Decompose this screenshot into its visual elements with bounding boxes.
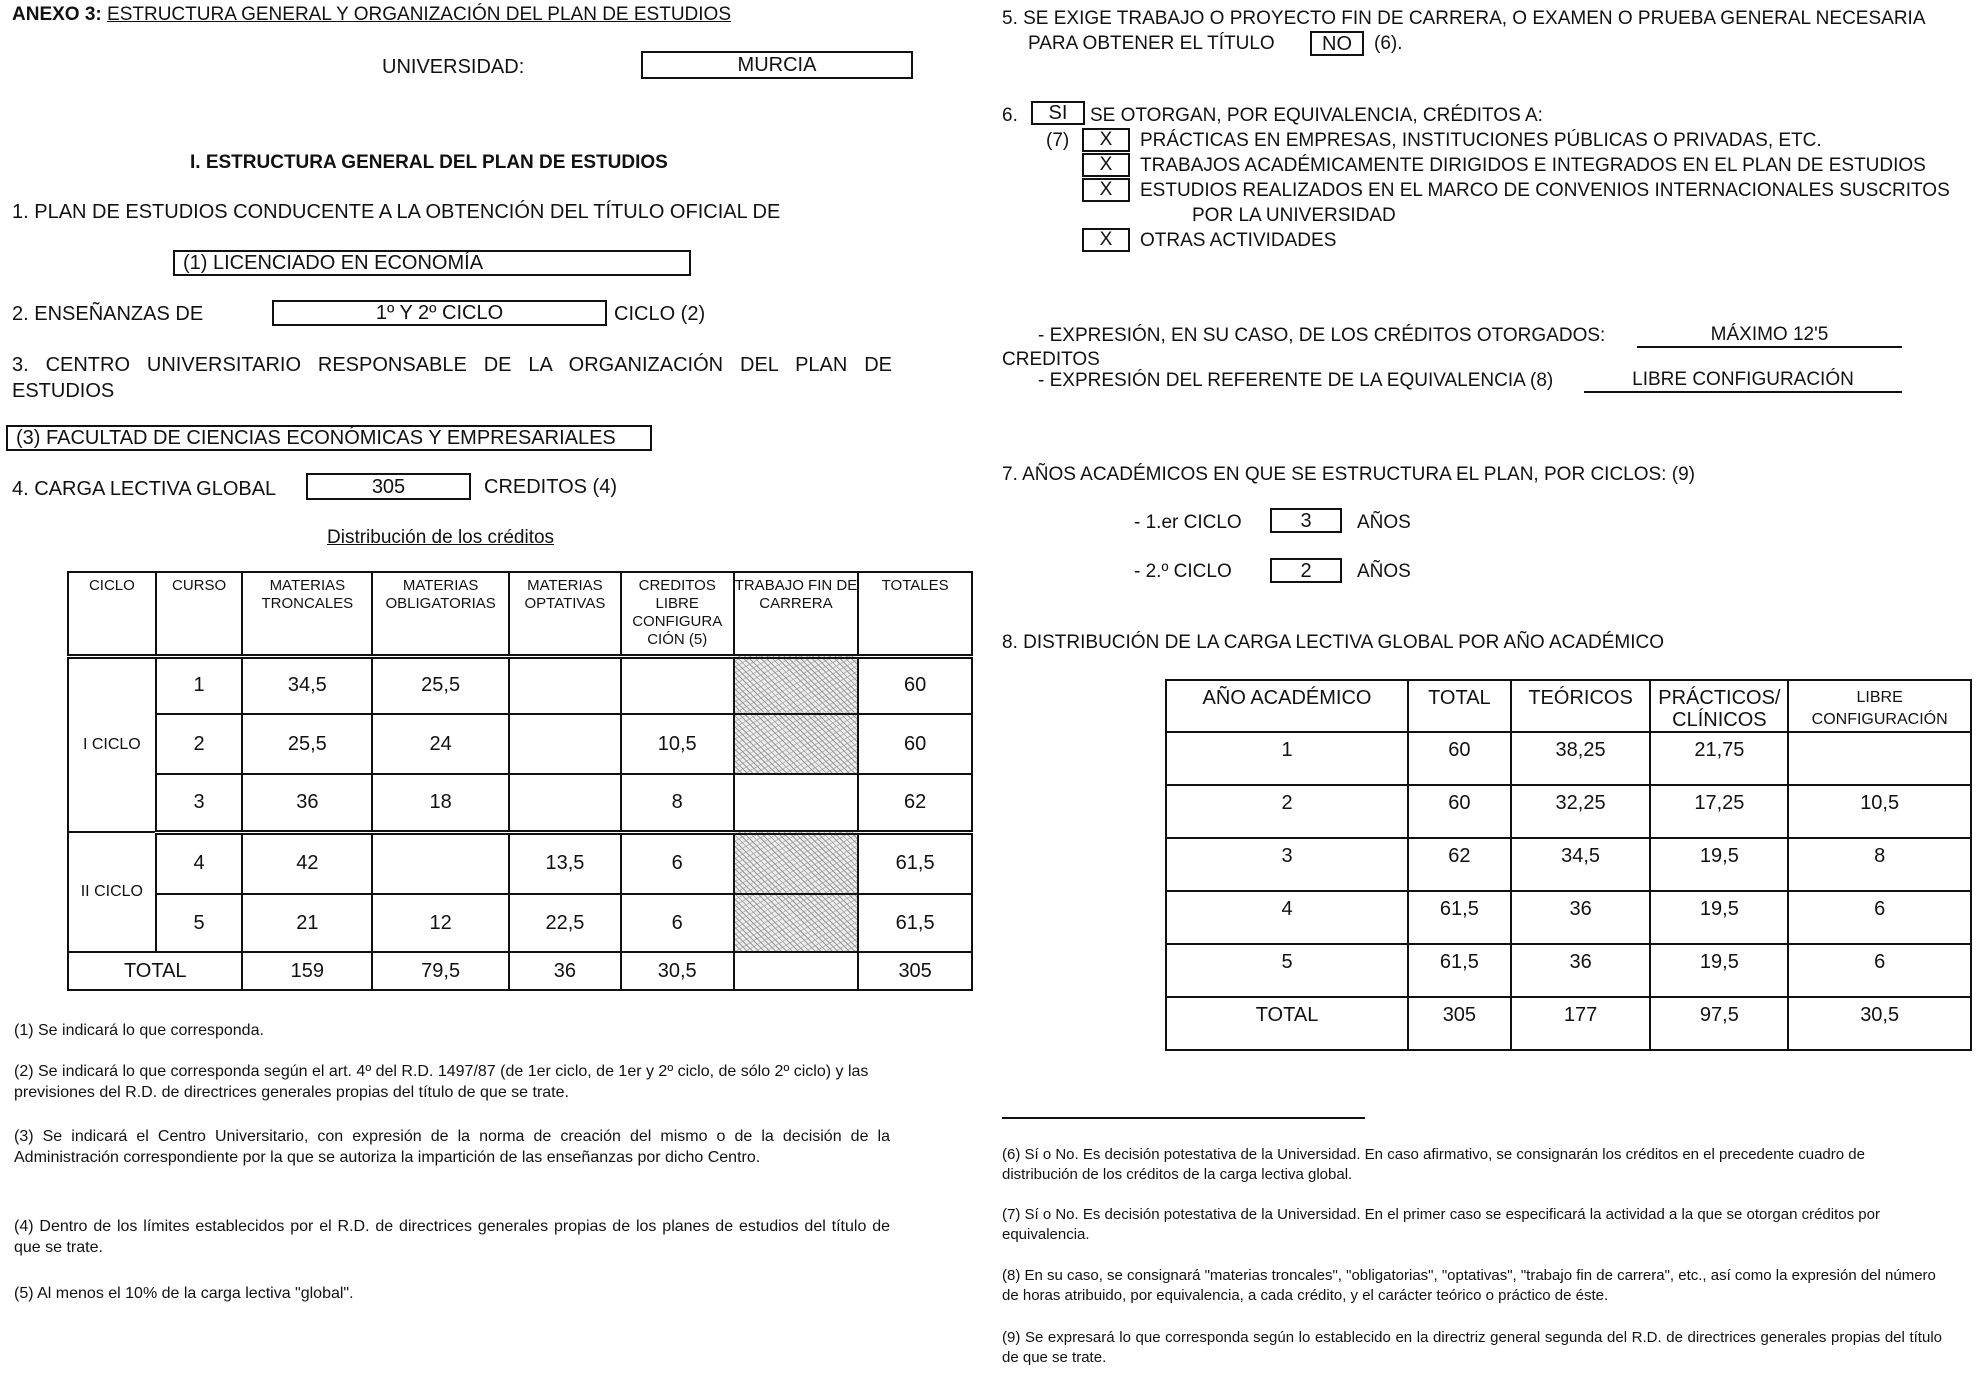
dist-cycle-1: I CICLO: [68, 656, 156, 832]
table-cell: 60: [1408, 785, 1511, 838]
table-cell: 61,5: [858, 894, 972, 952]
item6-text: SE OTORGAN, POR EQUIVALENCIA, CRÉDITOS A:: [1090, 105, 1543, 126]
annex-title: ESTRUCTURA GENERAL Y ORGANIZACIÓN DEL PLAN DE ESTUDIOS: [107, 4, 731, 25]
carga-header-libre: LIBRE CONFIGURACIÓN: [1788, 680, 1971, 732]
dist-header-obligatorias: MATERIAS OBLIGATORIAS: [372, 572, 509, 656]
table-cell: 159: [242, 952, 372, 990]
item4-label: 4. CARGA LECTIVA GLOBAL: [12, 478, 277, 500]
table-cell: 60: [858, 656, 972, 714]
table-row: [68, 832, 972, 894]
table-cell: 12: [372, 894, 509, 952]
footnote-2: (2) Se indicará lo que corresponda según el art. 4º del R.D. 1497/87 (de 1er ciclo, de 1er y 2º ciclo, de sólo 2º ciclo) y las previsiones del R.D. de directrices generales propias del título de que se trate.: [14, 1063, 869, 1101]
dist-header-optativas: MATERIAS OPTATIVAS: [509, 572, 621, 656]
item5-text-line2: PARA OBTENER EL TÍTULO: [1028, 33, 1275, 54]
table-cell: TOTAL: [1166, 997, 1408, 1050]
universidad-label: UNIVERSIDAD:: [382, 56, 525, 78]
table-cell: 36: [1511, 944, 1651, 997]
carga-header-ano: AÑO ACADÉMICO: [1166, 680, 1408, 732]
item7-cycle1-label: - 1.er CICLO: [1134, 512, 1242, 533]
table-cell: [509, 774, 621, 832]
option-label: ESTUDIOS REALIZADOS EN EL MARCO DE CONVENIOS INTERNACIONALES SUSCRITOS: [1140, 180, 1950, 201]
footnote-4: (4) Dentro de los límites establecidos por el R.D. de directrices generales propias de los planes de estudios del título de que se trate.: [14, 1218, 890, 1256]
table-cell: 79,5: [372, 952, 509, 990]
table-cell: 60: [858, 714, 972, 774]
table-cell: 5: [1166, 944, 1408, 997]
annex-heading: [12, 4, 731, 26]
table-cell: 38,25: [1511, 732, 1651, 785]
table-cell: 19,5: [1650, 838, 1788, 891]
table-cell: 13,5: [509, 832, 621, 894]
item4-suffix: CREDITOS (4): [484, 476, 617, 498]
table-cell: 3: [1166, 838, 1408, 891]
table-cell: 36: [242, 774, 372, 832]
table-cell: 97,5: [1650, 997, 1788, 1050]
table-row: [1166, 944, 1971, 997]
table-cell: 18: [372, 774, 509, 832]
carga-header-total: TOTAL: [1408, 680, 1511, 732]
table-cell: 36: [1511, 891, 1651, 944]
table-cell: 61,5: [1408, 891, 1511, 944]
table-cell: 19,5: [1650, 944, 1788, 997]
table-cell: 305: [1408, 997, 1511, 1050]
shaded-cell: [734, 894, 859, 952]
footnote-9: (9) Se expresará lo que corresponda según lo establecido en la directriz general segunda del R.D. de directrices generales propias del título de que se trate.: [1002, 1329, 1942, 1366]
table-cell: 10,5: [621, 714, 734, 774]
annual-load-table: [1165, 679, 1972, 1051]
item4-value: 305: [306, 473, 471, 500]
table-cell: 17,25: [1650, 785, 1788, 838]
table-cell: 5: [156, 894, 243, 952]
table-cell: 62: [1408, 838, 1511, 891]
table-cell: 6: [1788, 944, 1971, 997]
dist-header-troncales: MATERIAS TRONCALES: [242, 572, 372, 656]
item5-value: NO: [1310, 31, 1364, 56]
option-label-continued: POR LA UNIVERSIDAD: [1192, 205, 1396, 226]
expr1-field: [1637, 324, 1902, 348]
shaded-cell: [734, 832, 859, 894]
section-title: I. ESTRUCTURA GENERAL DEL PLAN DE ESTUDIOS: [190, 152, 668, 173]
table-cell: 34,5: [242, 656, 372, 714]
table-cell: [509, 656, 621, 714]
carga-total-row: [1166, 997, 1971, 1050]
table-cell: [734, 952, 859, 990]
expr1-value: MÁXIMO 12'5: [1710, 324, 1829, 345]
carga-header-practicos: PRÁCTICOS/ CLÍNICOS: [1650, 680, 1788, 732]
expr1-label: - EXPRESIÓN, EN SU CASO, DE LOS CRÉDITOS OTORGADOS:: [1038, 325, 1606, 346]
table-cell: 8: [621, 774, 734, 832]
table-cell: 42: [242, 832, 372, 894]
credit-distribution-table: [67, 571, 973, 991]
table-row: [1166, 732, 1971, 785]
item7-cycle2-value: 2: [1270, 558, 1342, 583]
dist-header-row: [68, 572, 972, 656]
table-row: [1166, 838, 1971, 891]
footnote-7: (7) Sí o No. Es decisión potestativa de la Universidad. En el primer caso se especificará la actividad a la que se otorgan créditos por equivalencia.: [1002, 1206, 1880, 1243]
footnote-6: (6) Sí o No. Es decisión potestativa de la Universidad. En caso afirmativo, se consignarán los créditos en el precedente cuadro de distribución de los créditos de la carga lectiva global.: [1002, 1146, 1865, 1183]
item7-cycle1-value: 3: [1270, 508, 1342, 533]
table-cell: [1788, 732, 1971, 785]
carga-header-row: [1166, 680, 1971, 732]
table-cell: 61,5: [858, 832, 972, 894]
expr1-continued: CREDITOS: [1002, 349, 1100, 370]
table-cell: 10,5: [1788, 785, 1971, 838]
item6-value: SI: [1031, 101, 1085, 125]
footnote-8: (8) En su caso, se consignará "materias troncales", "obligatorias", "optativas", "trabajo fin de carrera", etc., así como la expresión del número de horas atribuido, por equivalencia, a cada crédito, y el carácter teórico o práctico de éste.: [1002, 1267, 1936, 1304]
dist-header-trabajo: TRABAJO FIN DE CARRERA: [734, 572, 859, 656]
dist-total-row: [68, 952, 972, 990]
footnote-5: (5) Al menos el 10% de la carga lectiva "global".: [14, 1285, 354, 1302]
item3-value: (3) FACULTAD DE CIENCIAS ECONÓMICAS Y EMPRESARIALES: [6, 425, 652, 451]
table-cell: 6: [1788, 891, 1971, 944]
option-label: PRÁCTICAS EN EMPRESAS, INSTITUCIONES PÚBLICAS O PRIVADAS, ETC.: [1140, 130, 1822, 151]
table-cell: 36: [509, 952, 621, 990]
table-cell: 6: [621, 832, 734, 894]
item7-cycle2-unit: AÑOS: [1357, 561, 1411, 582]
table-row: [68, 714, 972, 774]
item1-text: 1. PLAN DE ESTUDIOS CONDUCENTE A LA OBTENCIÓN DEL TÍTULO OFICIAL DE: [12, 201, 781, 223]
item6-note: (7): [1046, 130, 1070, 151]
option-checkbox: X: [1082, 128, 1130, 152]
table-cell: 6: [621, 894, 734, 952]
table-cell: 22,5: [509, 894, 621, 952]
table-cell: 30,5: [621, 952, 734, 990]
table-row: [68, 656, 972, 714]
table-cell: 3: [156, 774, 243, 832]
item7-text: 7. AÑOS ACADÉMICOS EN QUE SE ESTRUCTURA EL PLAN, POR CICLOS: (9): [1002, 464, 1695, 485]
table-cell: 4: [156, 832, 243, 894]
table-cell: 62: [858, 774, 972, 832]
table-row: [1166, 891, 1971, 944]
table-cell: 2: [156, 714, 243, 774]
table-cell: 61,5: [1408, 944, 1511, 997]
table-cell: 8: [1788, 838, 1971, 891]
table-row: [68, 894, 972, 952]
expr2-field: [1584, 369, 1902, 393]
table-cell: 1: [156, 656, 243, 714]
table-cell: 30,5: [1788, 997, 1971, 1050]
universidad-value: MURCIA: [641, 51, 913, 79]
table-cell: [509, 714, 621, 774]
table-cell: 305: [858, 952, 972, 990]
expr2-label: - EXPRESIÓN DEL REFERENTE DE LA EQUIVALENCIA (8): [1038, 370, 1554, 391]
carga-header-teoricos: TEÓRICOS: [1511, 680, 1651, 732]
option-checkbox: X: [1082, 153, 1130, 177]
table-row: [68, 774, 972, 832]
table-cell: 19,5: [1650, 891, 1788, 944]
table-cell: 34,5: [1511, 838, 1651, 891]
footnote-divider: [1002, 1117, 1365, 1119]
table-cell: 25,5: [372, 656, 509, 714]
option-label: OTRAS ACTIVIDADES: [1140, 230, 1337, 251]
dist-header-libre: CREDITOS LIBRE CONFIGURA CIÓN (5): [621, 572, 734, 656]
table-row: [1166, 785, 1971, 838]
table-cell: 21,75: [1650, 732, 1788, 785]
table-cell: [734, 774, 859, 832]
table-cell: 32,25: [1511, 785, 1651, 838]
footnote-3: (3) Se indicará el Centro Universitario, con expresión de la norma de creación del mismo o de la decisión de la Administración correspondiente por la que se autoriza la impartición de las enseñanzas por dicho Centro.: [14, 1128, 890, 1166]
item2-value: 1º Y 2º CICLO: [272, 300, 607, 326]
table-cell: 60: [1408, 732, 1511, 785]
item5-text-line1: 5. SE EXIGE TRABAJO O PROYECTO FIN DE CARRERA, O EXAMEN O PRUEBA GENERAL NECESARIA: [1002, 8, 1926, 29]
option-label: TRABAJOS ACADÉMICAMENTE DIRIGIDOS E INTEGRADOS EN EL PLAN DE ESTUDIOS: [1140, 155, 1926, 176]
item2-label: 2. ENSEÑANZAS DE: [12, 303, 204, 325]
item1-value: (1) LICENCIADO EN ECONOMÍA: [173, 250, 691, 276]
expr2-value: LIBRE CONFIGURACIÓN: [1632, 369, 1854, 390]
table-cell: 21: [242, 894, 372, 952]
shaded-cell: [734, 656, 859, 714]
footnote-1: (1) Se indicará lo que corresponda.: [14, 1022, 264, 1039]
dist-header-curso: CURSO: [156, 572, 243, 656]
table-cell: [372, 832, 509, 894]
item3-text: 3. CENTRO UNIVERSITARIO RESPONSABLE DE LA ORGANIZACIÓN DEL PLAN DE ESTUDIOS: [12, 354, 892, 402]
table-cell: 25,5: [242, 714, 372, 774]
item7-cycle2-label: - 2.º CICLO: [1134, 561, 1232, 582]
option-checkbox: X: [1082, 228, 1130, 252]
option-checkbox: X: [1082, 178, 1130, 202]
table-cell: 177: [1511, 997, 1651, 1050]
item8-text: 8. DISTRIBUCIÓN DE LA CARGA LECTIVA GLOBAL POR AÑO ACADÉMICO: [1002, 632, 1665, 653]
item5-suffix: (6).: [1374, 33, 1403, 54]
dist-cycle-2: II CICLO: [68, 832, 156, 952]
table-cell: 2: [1166, 785, 1408, 838]
table-cell: TOTAL: [68, 952, 242, 990]
item2-suffix: CICLO (2): [614, 303, 706, 325]
table-cell: 4: [1166, 891, 1408, 944]
dist-header-ciclo: CICLO: [68, 572, 156, 656]
annex-label: ANEXO 3:: [12, 4, 102, 25]
table-cell: 24: [372, 714, 509, 774]
item6-number: 6.: [1002, 105, 1018, 126]
dist-header-totales: TOTALES: [858, 572, 972, 656]
table-cell: [621, 656, 734, 714]
item7-cycle1-unit: AÑOS: [1357, 512, 1411, 533]
dist-title: Distribución de los créditos: [327, 527, 555, 548]
shaded-cell: [734, 714, 859, 774]
table-cell: 1: [1166, 732, 1408, 785]
